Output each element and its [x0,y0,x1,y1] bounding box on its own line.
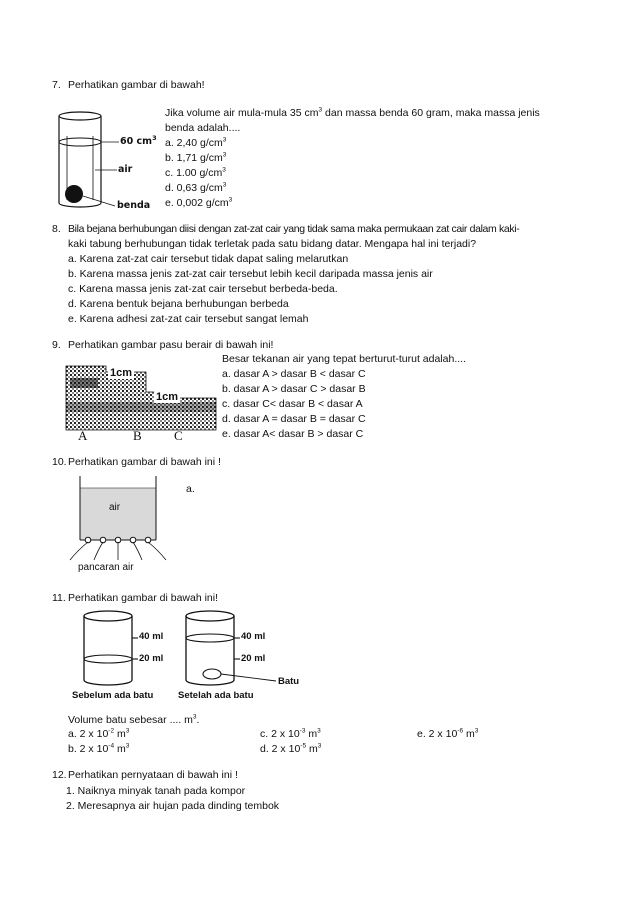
q9-fig-label-b: B [133,428,142,443]
q7-figure [55,108,175,218]
q7-option-e[interactable]: e. 0,002 $g/cm^3$ [165,196,233,209]
q11-option-e[interactable]: e. 2 x $10^{-6}$ $m^3$ [417,727,479,740]
q11-prompt: Perhatikan gambar di bawah ini! [68,592,219,604]
q11-fig-before-caption: Sebelum ada batu [72,690,154,701]
q8-number: 8. [52,223,61,235]
q10-prompt: Perhatikan gambar di bawah ini ! [68,456,221,468]
q11-option-c[interactable]: c. 2 x $10^{-3}$ $m^3$ [260,727,321,740]
q8-option-b[interactable]: b. Karena massa jenis zat-zat cair tersebut lebih kecil daripada massa jenis air [68,268,433,280]
q11-fig-40ml-right: 40 ml [241,631,266,642]
q7-text-line2: benda adalah.... [165,122,241,134]
q8-line2: kaki tabung berhubungan tidak terletak pada satu bidang datar. Mengapa hal ini terjadi? [68,238,477,250]
q9-fig-step1: 1cm [110,367,133,379]
q11-fig-after-caption: Setelah ada batu [178,690,254,701]
q10-number: 10. [52,456,67,468]
q9-option-b[interactable]: b. dasar A > dasar C > dasar B [222,383,366,395]
q7-fig-water-label: air [118,164,133,175]
q8-option-c[interactable]: c. Karena massa jenis zat-zat cair tersebut berbeda-beda. [68,283,338,295]
q8-option-a[interactable]: a. Karena zat-zat cair tersebut tidak dapat saling melarutkan [68,253,349,265]
q7-fig-object-label: benda [117,200,151,211]
q9-question: Besar tekanan air yang tepat berturut-turut adalah.... [222,353,466,365]
q9-prompt: Perhatikan gambar pasu berair di bawah ini! [68,339,274,351]
q10-fig-jet-label: pancaran air [78,562,134,573]
q10-figure [60,470,170,575]
q11-stone [203,669,221,679]
q7-prompt: Perhatikan gambar di bawah! [68,79,205,91]
q8-option-d[interactable]: d. Karena bentuk bejana berhubungan berbeda [68,298,289,310]
q7-option-c[interactable]: c. 1.00 $g/cm^3$ [165,166,226,179]
q7-object-ball [65,185,83,203]
q9-number: 9. [52,339,61,351]
q9-option-a[interactable]: a. dasar A > dasar B < dasar C [222,368,366,380]
q12-item-1: 1. Naiknya minyak tanah pada kompor [66,785,246,797]
q9-fig-label-c: C [174,428,183,443]
q11-option-d[interactable]: d. 2 x $10^{-5}$ $m^3$ [260,742,322,755]
q9-option-e[interactable]: e. dasar A< dasar B > dasar C [222,428,364,440]
q12-number: 12. [52,769,67,781]
q11-question: Volume batu sebesar .... $m^3$. [68,713,200,726]
q9-option-d[interactable]: d. dasar A = dasar B = dasar C [222,413,366,425]
q9-option-c[interactable]: c. dasar C< dasar B < dasar A [222,398,363,410]
q11-option-b[interactable]: b. 2 x $10^{-4}$ $m^3$ [68,742,130,755]
q11-figure [80,606,300,696]
q8-option-e[interactable]: e. Karena adhesi zat-zat cair tersebut sangat lemah [68,313,309,325]
q11-fig-20ml-right: 20 ml [241,653,266,664]
q10-option-a[interactable]: a. [186,483,195,495]
q7-fig-volume-label: 60 $cm^3$ [120,133,157,147]
q11-option-a[interactable]: a. 2 x $10^{-2}$ $m^3$ [68,727,130,740]
q9-fig-label-a: A [78,428,88,443]
q7-option-b[interactable]: b. 1,71 $g/cm^3$ [165,151,227,164]
q10-fig-water-label: air [109,502,121,513]
q12-item-2: 2. Meresapnya air hujan pada dinding tembok [66,800,280,812]
q11-fig-stone-label: Batu [278,676,300,687]
q12-prompt: Perhatikan pernyataan di bawah ini ! [68,769,238,781]
q11-fig-20ml-left: 20 ml [139,653,164,664]
q7-number: 7. [52,79,61,91]
q11-number: 11. [52,592,66,604]
q7-option-d[interactable]: d. 0,63 $g/cm^3$ [165,181,227,194]
q7-text-line1: Jika volume air mula-mula 35 $cm^3$ dan massa benda 60 gram, maka massa jenis [165,106,540,119]
q11-fig-40ml-left: 40 ml [139,631,164,642]
q9-fig-step2: 1cm [156,391,179,403]
q7-option-a[interactable]: a. 2,40 $g/cm^3$ [165,136,227,149]
q8-line1: Bila bejana berhubungan diisi dengan zat-zat cair yang tidak sama maka permukaan zat cair dalam kaki- [68,223,520,235]
